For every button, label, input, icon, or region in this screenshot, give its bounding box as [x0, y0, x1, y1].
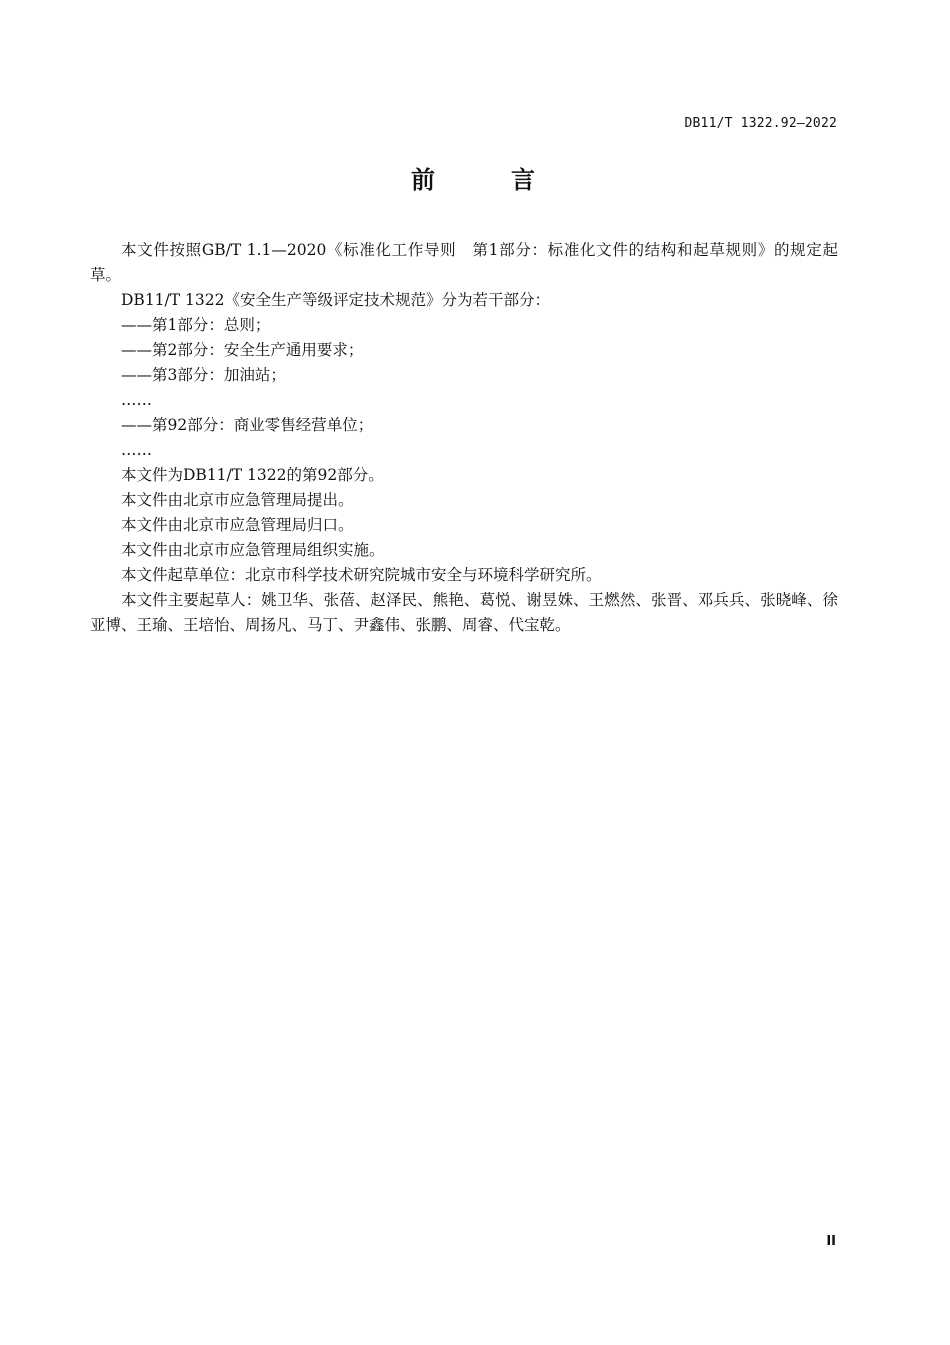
paragraph-centralized: 本文件由北京市应急管理局归口。	[121, 516, 354, 534]
document-code: DB11/T 1322.92—2022	[684, 116, 837, 131]
page-title: 前 言	[411, 166, 561, 194]
paragraph-drafting-basis: 本文件按照GB/T 1.1—2020《标准化工作导则 第1部分：标准化文件的结构和起草规则》的规定起草。	[90, 241, 838, 284]
paragraph-proposer: 本文件由北京市应急管理局提出。	[121, 491, 354, 509]
paragraph-drafters: 本文件主要起草人：姚卫华、张蓓、赵泽民、熊艳、葛悦、谢昱姝、王燃然、张晋、邓兵兵、张晓峰、徐亚博、王瑜、王培怡、周扬凡、马丁、尹鑫伟、张鹏、周睿、代宝乾。	[90, 591, 838, 634]
page-number: II	[826, 1234, 836, 1249]
list-item-part-3: ——第3部分：加油站；	[121, 366, 286, 384]
list-item-part-92: ——第92部分：商业零售经营单位；	[121, 416, 374, 434]
list-item-part-2: ——第2部分：安全生产通用要求；	[121, 341, 364, 359]
list-ellipsis: ……	[121, 441, 152, 459]
paragraph-drafting-unit: 本文件起草单位：北京市科学技术研究院城市安全与环境科学研究所。	[121, 566, 602, 584]
paragraph-parts-intro: DB11/T 1322《安全生产等级评定技术规范》分为若干部分：	[121, 291, 550, 309]
document-body	[90, 238, 838, 638]
paragraph-implementation: 本文件由北京市应急管理局组织实施。	[121, 541, 385, 559]
list-item-part-1: ——第1部分：总则；	[121, 316, 271, 334]
list-ellipsis: ……	[121, 391, 152, 409]
paragraph-part-number: 本文件为DB11/T 1322的第92部分。	[121, 466, 384, 484]
